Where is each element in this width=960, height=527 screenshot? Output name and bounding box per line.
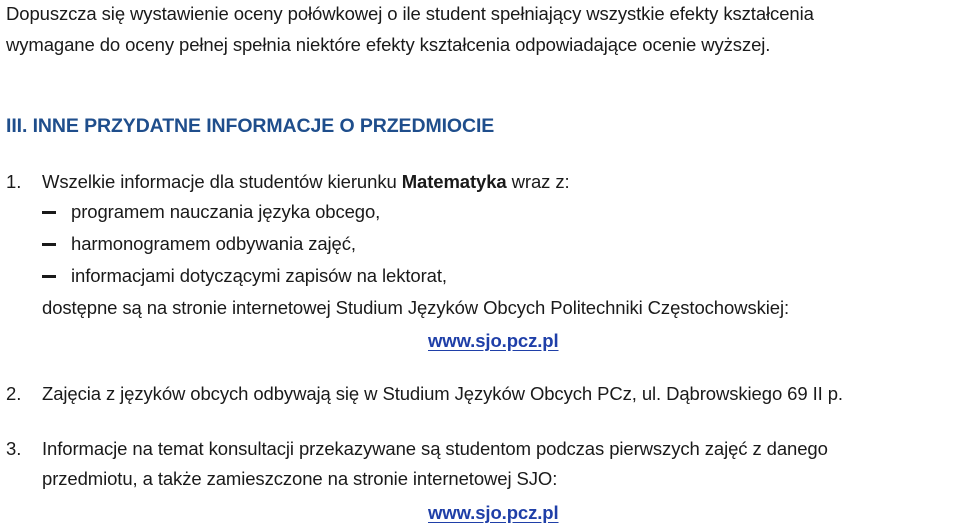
item-3-line-1: Informacje na temat konsultacji przekazywane są studentom podczas pierwszych zajęć z danego [42,438,828,459]
item-1-number: 1. [6,171,22,192]
bullet-item-1: programem nauczania języka obcego, [71,201,381,222]
item-2-text: Zajęcia z języków obcych odbywają się w Studium Języków Obcych PCz, ul. Dąbrowskiego 69 II p. [42,383,843,404]
item-3-number: 3. [6,438,22,459]
intro-line-1: Dopuszcza się wystawienie oceny połówkowej o ile student spełniający wszystkie efekty kształcenia [6,3,814,24]
bullet-item-2: harmonogramem odbywania zajęć, [71,233,356,254]
item-2-number: 2. [6,383,22,404]
item-1-intro [42,171,570,193]
section-heading: III. INNE PRZYDATNE INFORMACJE O PRZEDMIOCIE [6,115,495,137]
item-1-bold-term: Matematyka [401,171,507,192]
bullet-dash-icon [42,275,56,278]
sjo-link-2[interactable]: www.sjo.pcz.pl [428,502,559,523]
bullet-item-3: informacjami dotyczącymi zapisów na lektorat, [71,265,447,286]
bullet-dash-icon [42,211,56,214]
intro-line-2: wymagane do oceny pełnej spełnia niektóre efekty kształcenia odpowiadające ocenie wyższej. [6,34,771,55]
item-1-conclusion: dostępne są na stronie internetowej Studium Języków Obcych Politechniki Częstochowskiej: [42,297,789,318]
item-1-text-before: Wszelkie informacje dla studentów kierunku [42,171,402,192]
bullet-dash-icon [42,243,56,246]
item-3-line-2: przedmiotu, a także zamieszczone na stronie internetowej SJO: [42,468,558,489]
item-1-text-after: wraz z: [506,171,570,192]
sjo-link-1[interactable]: www.sjo.pcz.pl [428,330,559,351]
